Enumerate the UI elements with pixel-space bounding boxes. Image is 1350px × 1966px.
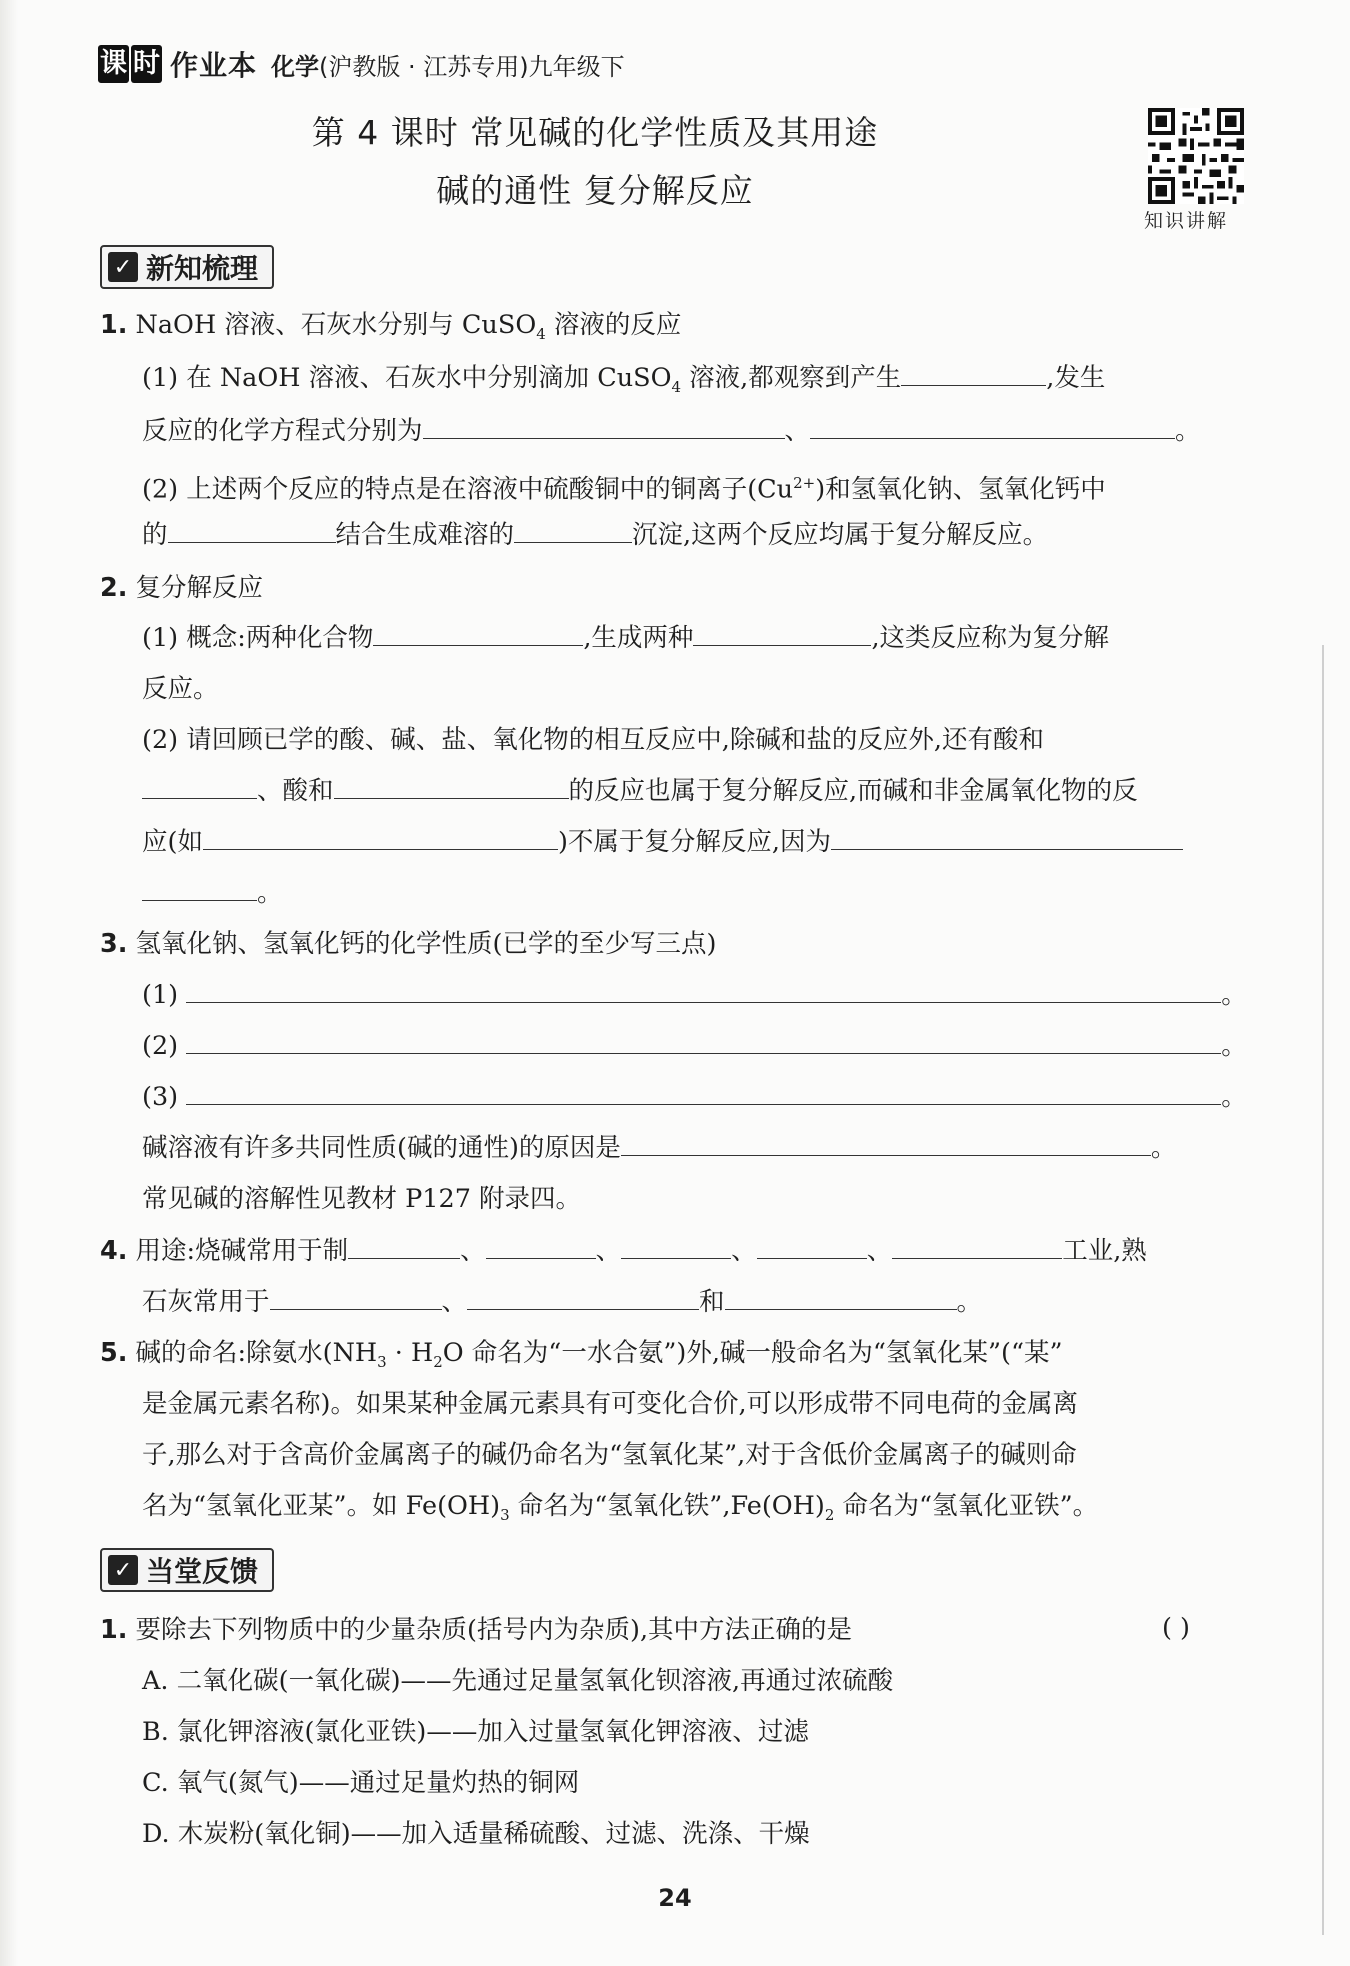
question-stem: 要除去下列物质中的少量杂质(括号内为杂质),其中方法正确的是 <box>135 1615 853 1645</box>
text: 。 <box>257 878 283 908</box>
answer-blank[interactable] <box>892 1234 1062 1259</box>
page-gutter-shadow <box>0 0 18 1966</box>
text: 命名为“氢氧化铁”,Fe(OH) <box>509 1491 825 1521</box>
question-2-heading <box>100 571 263 605</box>
q2-part2-line2 <box>142 774 1138 808</box>
q2-part1-line2: 反应。 <box>142 674 219 704</box>
answer-blank[interactable] <box>334 774 569 799</box>
section-label: 当堂反馈 <box>146 1555 259 1588</box>
question-3-heading <box>100 927 716 961</box>
book-header <box>98 42 625 86</box>
feedback-question-1 <box>100 1613 852 1647</box>
question-4-line1 <box>100 1234 1147 1268</box>
answer-blank[interactable] <box>142 774 257 799</box>
qr-caption: 知识讲解 <box>1144 210 1229 232</box>
answer-blank[interactable] <box>831 825 1183 850</box>
series-name: 作业本 <box>170 49 258 82</box>
q1-part2-line1 <box>142 466 1106 507</box>
answer-blank[interactable] <box>810 414 1175 439</box>
answer-blank[interactable] <box>186 978 1221 1003</box>
subscript: 4 <box>536 325 546 344</box>
subject-line <box>271 47 625 82</box>
q2-part2-line4 <box>142 876 283 910</box>
answer-blank[interactable] <box>168 518 336 543</box>
lesson-subtitle: 碱的通性 复分解反应 <box>436 171 754 210</box>
question-number: 3. <box>100 929 128 959</box>
logo-char: 时 <box>131 45 162 83</box>
text: 结合生成难溶的 <box>335 520 515 550</box>
answer-blank[interactable] <box>621 1131 1151 1156</box>
q1-part1-line1 <box>142 361 1105 404</box>
superscript: 2+ <box>793 474 816 492</box>
text: 名为“氢氧化亚某”。如 Fe(OH) <box>142 1491 501 1521</box>
section-header-feedback <box>100 1548 274 1592</box>
question-number: 1. <box>100 1615 128 1645</box>
text: 用途:烧碱常用于制 <box>135 1236 349 1266</box>
text: 、 <box>595 1236 622 1266</box>
text: 、 <box>731 1236 757 1266</box>
question-4-line2 <box>142 1285 982 1319</box>
option-c[interactable]: C. 氧气(氮气)——通过足量灼热的铜网 <box>142 1768 580 1798</box>
question-5-line4 <box>142 1489 1098 1532</box>
item-label: (3) <box>142 1082 179 1112</box>
text: 溶液,都观察到产生 <box>681 363 902 393</box>
answer-blank[interactable] <box>693 621 871 646</box>
text: )和氢氧化钠、氢氧化钙中 <box>815 474 1106 505</box>
answer-blank[interactable] <box>373 621 583 646</box>
text: (1) 概念:两种化合物 <box>142 623 374 653</box>
page-number: 24 <box>658 1884 692 1912</box>
question-1-heading <box>100 308 681 351</box>
option-d[interactable]: D. 木炭粉(氧化铜)——加入适量稀硫酸、过滤、洗涤、干燥 <box>142 1819 810 1849</box>
qr-code-icon[interactable] <box>1148 108 1244 204</box>
answer-parenthesis[interactable]: ( ) <box>1162 1613 1191 1643</box>
answer-blank[interactable] <box>901 361 1046 386</box>
answer-blank[interactable] <box>203 825 558 850</box>
question-5-line2: 是金属元素名称)。如果某种金属元素具有可变化合价,可以形成带不同电荷的金属离 <box>142 1389 1079 1419</box>
answer-blank[interactable] <box>757 1234 867 1259</box>
question-number: 4. <box>100 1236 128 1266</box>
text: ,发生 <box>1046 363 1106 393</box>
section-label: 新知梳理 <box>146 252 259 285</box>
option-b[interactable]: B. 氯化钾溶液(氯化亚铁)——加入过量氢氧化钾溶液、过滤 <box>142 1717 809 1747</box>
q3-reason-line <box>142 1131 1176 1165</box>
lesson-title: 第 4 课时 常见碱的化学性质及其用途 <box>311 113 879 152</box>
answer-blank[interactable] <box>186 1080 1221 1105</box>
text: ,生成两种 <box>583 623 694 653</box>
subscript: 2 <box>433 1353 443 1372</box>
subject-name: 化学 <box>271 52 320 81</box>
text: 、 <box>866 1236 893 1266</box>
text: 应(如 <box>142 827 203 857</box>
text: 复分解反应 <box>135 573 264 603</box>
subscript: 4 <box>671 378 682 397</box>
text: 溶液的反应 <box>545 310 682 340</box>
text: O 命名为“一水合氨”)外,碱一般命名为“氢氧化某”(“某” <box>442 1338 1063 1368</box>
section-header-learn <box>100 245 274 289</box>
series-logo <box>98 45 162 83</box>
text: 。 <box>1221 1082 1247 1112</box>
edition-info: (沪教版 · 江苏专用)九年级下 <box>319 52 625 81</box>
text: · H <box>386 1338 434 1368</box>
question-5-line1 <box>100 1336 1063 1379</box>
text: 。 <box>956 1287 983 1317</box>
question-number: 5. <box>100 1338 128 1368</box>
text: 。 <box>1221 980 1247 1010</box>
text: 。 <box>1150 1133 1177 1163</box>
text: (1) 在 NaOH 溶液、石灰水中分别滴加 CuSO <box>142 363 672 393</box>
question-number: 2. <box>100 573 128 603</box>
answer-blank[interactable] <box>270 1285 442 1310</box>
q2-part2-line1: (2) 请回顾已学的酸、碱、盐、氧化物的相互反应中,除碱和盐的反应外,还有酸和 <box>142 725 1044 755</box>
q1-part2-line2 <box>142 518 1048 552</box>
question-5-line3: 子,那么对于含高价金属离子的碱仍命名为“氢氧化某”,对于含低价金属离子的碱则命 <box>142 1440 1077 1470</box>
text: ,这类反应称为复分解 <box>871 623 1110 653</box>
logo-char: 课 <box>98 45 129 83</box>
text: 碱溶液有许多共同性质(碱的通性)的原因是 <box>142 1133 621 1163</box>
answer-blank[interactable] <box>514 518 632 543</box>
q2-part1-line1 <box>142 621 1109 655</box>
q3-item-3 <box>142 1080 1247 1114</box>
text: 。 <box>1221 1031 1247 1061</box>
q3-note: 常见碱的溶解性见教材 P127 附录四。 <box>142 1184 582 1214</box>
text: 反应的化学方程式分别为 <box>142 416 423 446</box>
text: )不属于复分解反应,因为 <box>557 827 832 857</box>
question-number: 1. <box>100 310 128 340</box>
q3-item-1 <box>142 978 1247 1012</box>
q3-item-2 <box>142 1029 1247 1063</box>
subscript: 3 <box>500 1506 510 1525</box>
text: 工业,熟 <box>1062 1236 1147 1266</box>
text: 、酸和 <box>257 776 334 806</box>
text: (2) 上述两个反应的特点是在溶液中硫酸铜中的铜离子(Cu <box>142 474 794 505</box>
answer-blank[interactable] <box>725 1285 957 1310</box>
answer-blank[interactable] <box>186 1029 1221 1054</box>
q2-part2-line3 <box>142 825 1183 859</box>
subscript: 2 <box>824 1506 835 1525</box>
answer-blank[interactable] <box>348 1234 460 1259</box>
text: 碱的命名:除氨水(NH <box>135 1338 378 1368</box>
item-label: (1) <box>142 980 179 1010</box>
q1-part1-line2 <box>142 414 1201 448</box>
text: 。 <box>1175 416 1201 446</box>
page-edge-line <box>1322 645 1324 1935</box>
text: 石灰常用于 <box>142 1287 270 1317</box>
item-label: (2) <box>142 1031 179 1061</box>
text: 和 <box>699 1287 725 1317</box>
text: 的 <box>142 520 168 550</box>
text: NaOH 溶液、石灰水分别与 CuSO <box>135 310 537 340</box>
text: 氢氧化钠、氢氧化钙的化学性质(已学的至少写三点) <box>135 929 717 959</box>
answer-blank[interactable] <box>467 1285 699 1310</box>
option-a[interactable]: A. 二氧化碳(一氧化碳)——先通过足量氢氧化钡溶液,再通过浓硫酸 <box>142 1666 894 1696</box>
text: 、 <box>460 1236 486 1266</box>
subscript: 3 <box>377 1353 387 1372</box>
answer-blank[interactable] <box>486 1234 596 1259</box>
checkbox-icon: ✓ <box>108 1555 138 1585</box>
text: 沉淀,这两个反应均属于复分解反应。 <box>632 520 1049 550</box>
text: 、 <box>784 416 811 446</box>
answer-blank[interactable] <box>142 876 257 901</box>
answer-blank[interactable] <box>423 414 785 439</box>
text: 命名为“氢氧化亚铁”。 <box>834 1491 1099 1521</box>
checkbox-icon: ✓ <box>108 252 138 282</box>
answer-blank[interactable] <box>621 1234 731 1259</box>
text: 、 <box>441 1287 468 1317</box>
text: 的反应也属于复分解反应,而碱和非金属氧化物的反 <box>568 776 1138 806</box>
